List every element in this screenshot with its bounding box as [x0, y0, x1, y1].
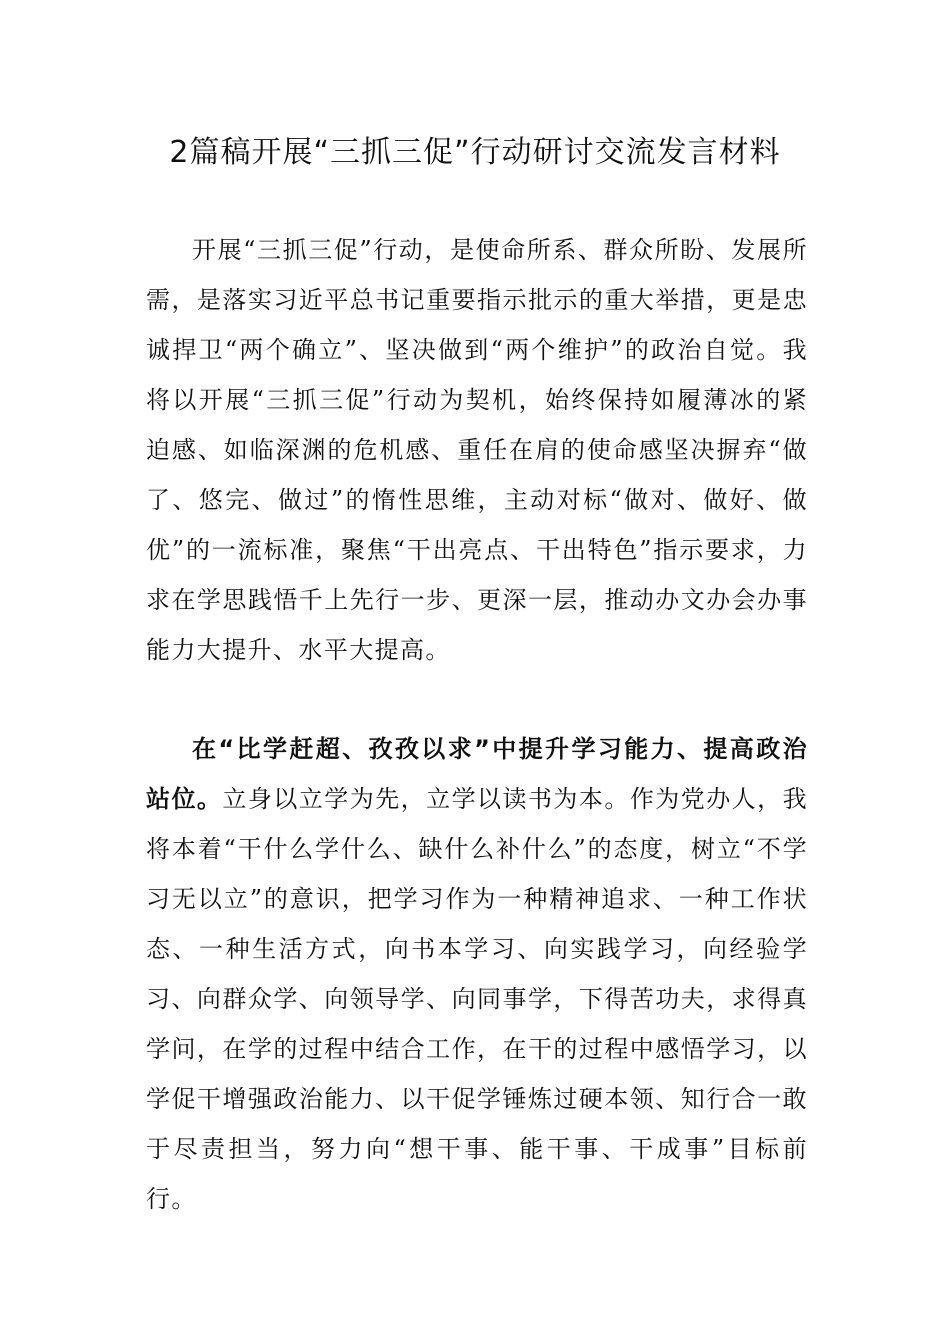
paragraph-lead-heading: 在“比学赶超、孜孜以求”中提升学习能力、提高政治站位。	[146, 735, 808, 813]
paragraph-study	[146, 724, 808, 1224]
paragraph-body: 立身以立学为先，立学以读书为本。作为党办人，我将本着“干什么学什么、缺什么补什么”的态度，树立“不学习无以立”的意识，把学习作为一种精神追求、一种工作状态、一种生活方式，向书本学习、向实践学习，向经验学习、向群众学、向领导学、向同事学，下得苦功夫，求得真学问，在学的过程中结合工作，在干的过程中感悟学习，以学促干增强政治能力、以干促学锤炼过硬本领、知行合一敢于尽责担当，努力向“想干事、能干事、干成事”目标前行。	[146, 785, 809, 1213]
paragraph-intro: 开展“三抓三促”行动，是使命所系、群众所盼、发展所需，是落实习近平总书记重要指示批示的重大举措，更是忠诚捍卫“两个确立”、坚决做到“两个维护”的政治自觉。我将以开展“三抓三促”行动为契机，始终保持如履薄冰的紧迫感、如临深渊的危机感、重任在肩的使命感坚决摒弃“做了、悠完、做过”的惰性思维，主动对标“做对、做好、做优”的一流标准，聚焦“干出亮点、干出特色”指示要求，力求在学思践悟千上先行一步、更深一层，推动办文办会办事能力大提升、水平大提高。	[146, 236, 808, 664]
document-title: 2篇稿开展“三抓三促”行动研讨交流发言材料	[169, 135, 781, 170]
